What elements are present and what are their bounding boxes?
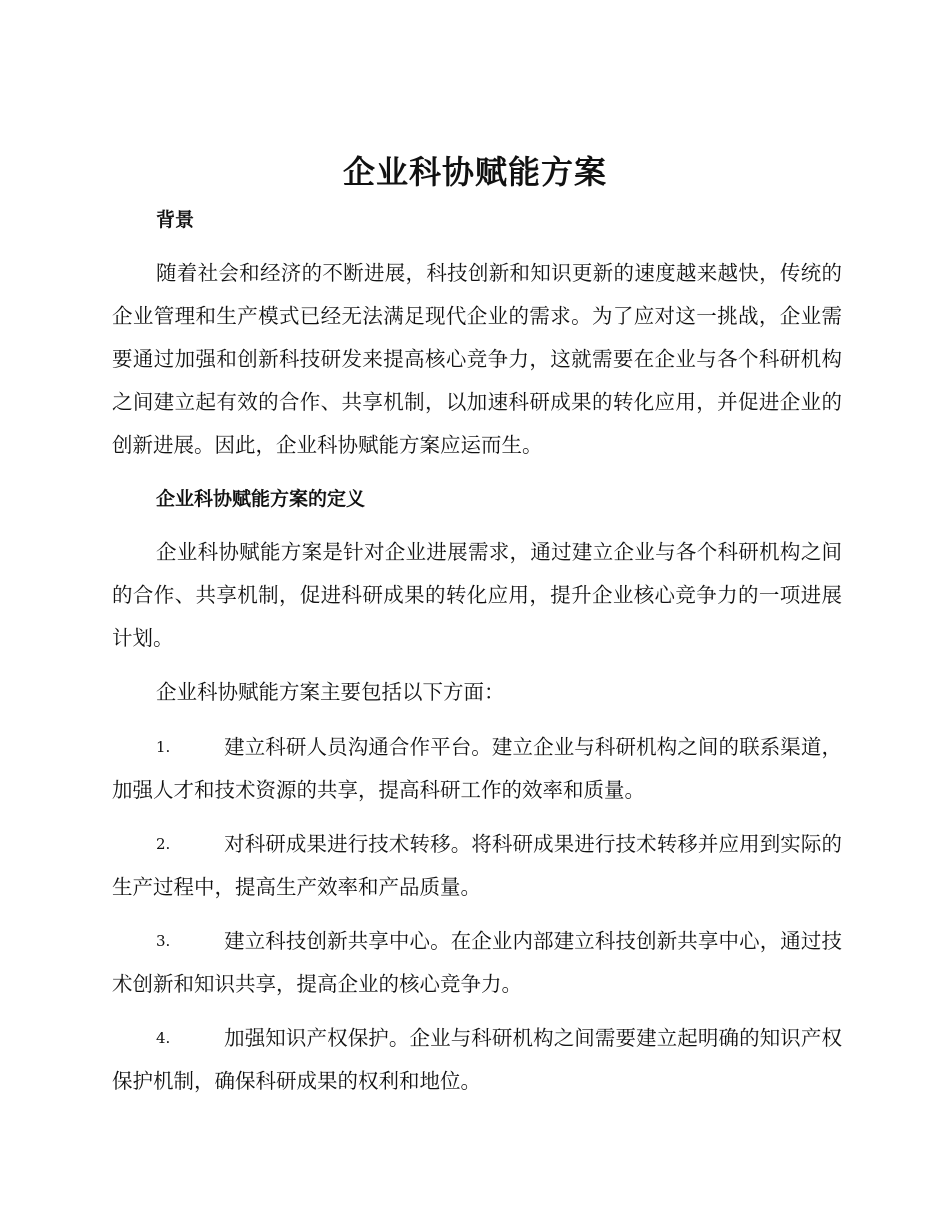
list-item	[112, 726, 842, 812]
list-item	[112, 823, 842, 909]
list-item	[112, 1017, 842, 1103]
section-heading-definition: 企业科协赋能方案的定义	[156, 488, 366, 510]
list-item-text: 对科研成果进行技术转移。将科研成果进行技术转移并应用到实际的生产过程中，提高生产效率和产品质量。	[112, 832, 842, 899]
list-item-number: 2.	[156, 835, 171, 853]
list-item-text: 建立科技创新共享中心。在企业内部建立科技创新共享中心，通过技术创新和知识共享，提高企业的核心竞争力。	[112, 929, 842, 996]
list-item-number: 3.	[156, 932, 171, 950]
list-item-text: 建立科研人员沟通合作平台。建立企业与科研机构之间的联系渠道，加强人才和技术资源的共享，提高科研工作的效率和质量。	[112, 735, 842, 802]
paragraph-definition: 企业科协赋能方案是针对企业进展需求，通过建立企业与各个科研机构之间的合作、共享机制，促进科研成果的转化应用，提升企业核心竞争力的一项进展计划。	[112, 540, 842, 650]
list-item-number: 4.	[156, 1029, 171, 1047]
list-item-number: 1.	[156, 738, 171, 756]
paragraph-aspects-intro: 企业科协赋能方案主要包括以下方面：	[156, 680, 505, 704]
section-heading-background: 背景	[156, 209, 195, 231]
list-item-text: 加强知识产权保护。企业与科研机构之间需要建立起明确的知识产权保护机制，确保科研成果的权利和地位。	[112, 1026, 842, 1093]
list-item	[112, 920, 842, 1006]
paragraph-background: 随着社会和经济的不断进展，科技创新和知识更新的速度越来越快，传统的企业管理和生产模式已经无法满足现代企业的需求。为了应对这一挑战，企业需要通过加强和创新科技研发来提高核心竞争力，这就需要在企业与各个科研机构之间建立起有效的合作、共享机制，以加速科研成果的转化应用，并促进企业的创新进展。因此，企业科协赋能方案应运而生。	[112, 261, 842, 457]
document-title: 企业科协赋能方案	[342, 153, 607, 191]
